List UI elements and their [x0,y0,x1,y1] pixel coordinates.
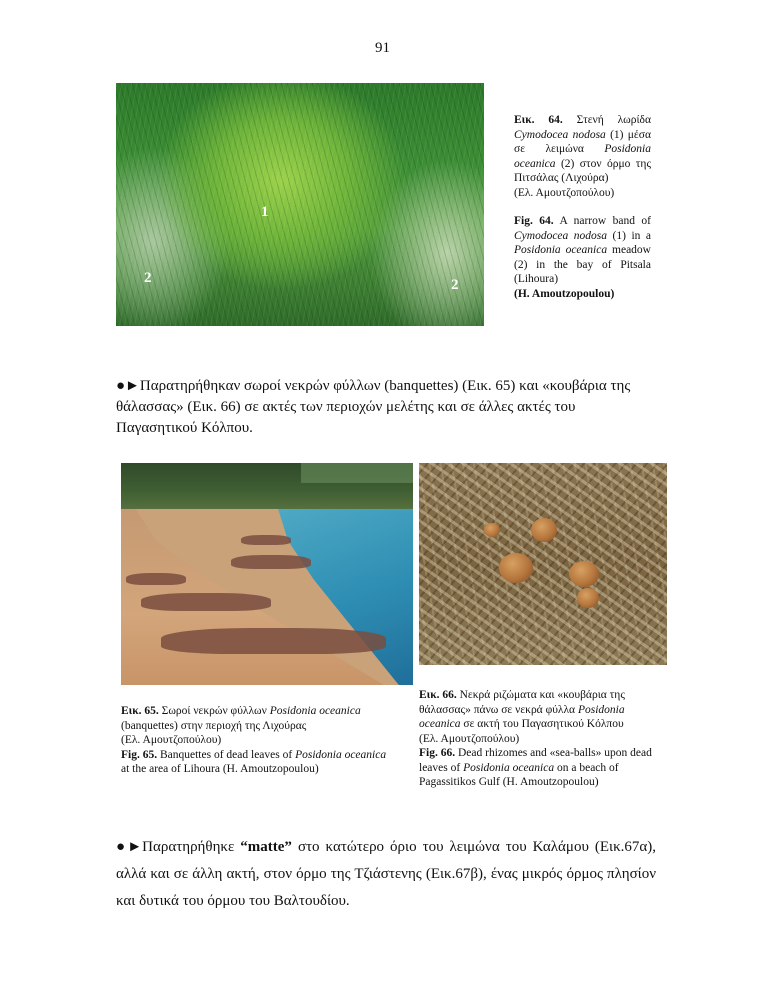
caption-64-greek [514,113,651,200]
bullet-arrow-icon: ●► [116,839,143,855]
banquette-mound [241,535,291,545]
distant-hill [301,463,413,483]
paragraph-matte [116,834,656,915]
banquette-mound [161,628,386,654]
caption-64-english [514,214,651,301]
caption-65-gr-label: Εικ. 65. [121,705,159,717]
caption-66-gr-label: Εικ. 66. [419,689,457,701]
caption-64-gr-label: Εικ. 64. [514,114,563,126]
paragraph-banquettes [116,376,656,439]
caption-64-gr-text3: (2) στον όρμο της Πιτσάλας (Λιχούρα) [514,157,651,184]
caption-64-gr-text: Στενή λωρίδα [562,114,652,126]
caption-65-en-label: Fig. 65. [121,748,158,761]
sea-ball [569,561,599,587]
paragraph-2-bold: “matte” [240,839,292,855]
caption-64-en-text3: meadow (2) in the bay of Pitsala (Lihoura) [514,244,651,285]
caption-65-gr-species: Posidonia oceanica [269,705,361,717]
caption-66-english [419,746,667,790]
sea-ball [577,588,599,608]
caption-65-gr-text1: Σωροί νεκρών φύλλων [158,705,270,717]
caption-64-en-species2: Posidonia oceanica [514,244,608,256]
caption-65-gr-text2: (banquettes) στην περιοχή της Λιχούρας [121,719,307,732]
caption-66-gr-credit: (Ελ. Αμουτζοπούλου) [419,732,520,745]
caption-64-en-text2: in a [631,229,651,242]
caption-65-english [121,748,421,777]
banquette-mound [231,555,311,569]
caption-64-en-text1: A narrow band of [553,215,651,227]
caption-66-en-text2: on a beach of Pagassitikos Gulf (H. Amoutzopoulou) [419,761,619,788]
caption-65-en-species: Posidonia oceanica [295,748,387,761]
bullet-arrow-icon: ●► [116,378,140,394]
caption-64-gr-credit: (Ελ. Αμουτζοπούλου) [514,186,615,199]
caption-66-en-text1: Dead rhizomes and «sea-balls» upon dead leaves of [419,747,652,774]
caption-64-en-species1: Cymodocea nodosa [514,229,608,242]
photo-label-1: 1 [261,204,269,220]
paragraph-2-text2: στο κατώτερο όριο του λειμώνα του Καλάμου (Εικ.67α), αλλά και σε άλλη ακτή, στον όρμο της Τζιάστενης (Εικ.67β), ένας μικρός όρμος πλησίον και δυτικά του όρμου του Βαλτουδίου. [116,839,656,909]
caption-65-greek [121,704,421,748]
caption-64-en-label: Fig. 64. [514,215,554,227]
caption-66-gr-text1: Νεκρά ριζώματα και «κουβάρια της θάλασσας» πάνω σε νεκρά φύλλα [419,689,625,716]
caption-64-gr-species1: Cymodocea nodosa [514,128,606,141]
seagrass-meadow-photo [116,83,484,326]
page-number: 91 [375,40,390,56]
banquette-mound [126,573,186,585]
dead-leaves-sea-balls-photo [419,463,667,665]
caption-66-gr-text2: σε ακτή του Παγασητικού Κόλπου [460,718,624,730]
banquette-mound [141,593,271,611]
caption-64-en-num1: (1) [607,229,626,242]
caption-66-en-species: Posidonia oceanica [463,761,555,774]
beach-banquettes-photo [121,463,413,685]
figure-66-caption [419,688,667,790]
caption-66-en-label: Fig. 66. [419,747,456,759]
paragraph-2-text1: Παρατηρήθηκε [142,839,241,855]
figure-65-caption [121,704,421,777]
photo-label-2-left: 2 [144,270,152,286]
sea-ball [484,523,500,537]
sea-ball [499,553,533,583]
paragraph-1-text: Παρατηρήθηκαν σωροί νεκρών φύλλων (banquettes) (Εικ. 65) και «κουβάρια της θάλασσας» (Εικ. 66) σε ακτές των περιοχών μελέτης και σε άλλες ακτές του Παγασητικού Κόλπου. [116,378,631,436]
sea-ball [531,518,557,542]
caption-65-gr-credit: (Ελ. Αμουτζοπούλου) [121,734,222,746]
caption-64-en-credit: (H. Amoutzopoulou) [514,287,615,300]
photo-label-2-right: 2 [451,277,459,293]
caption-64-gr-num1: (1) [605,128,624,141]
caption-65-en-text2: at the area of Lihoura (H. Amoutzopoulou) [121,763,319,775]
caption-64-gr-text2: μέσα σε λειμώνα [514,128,651,155]
caption-66-greek [419,688,667,746]
figure-64-caption [514,113,651,301]
caption-64-gr-species2: Posidonia oceanica [514,143,651,170]
caption-66-gr-species: Posidonia oceanica [419,703,625,730]
caption-65-en-text1: Banquettes of dead leaves of [157,748,296,761]
